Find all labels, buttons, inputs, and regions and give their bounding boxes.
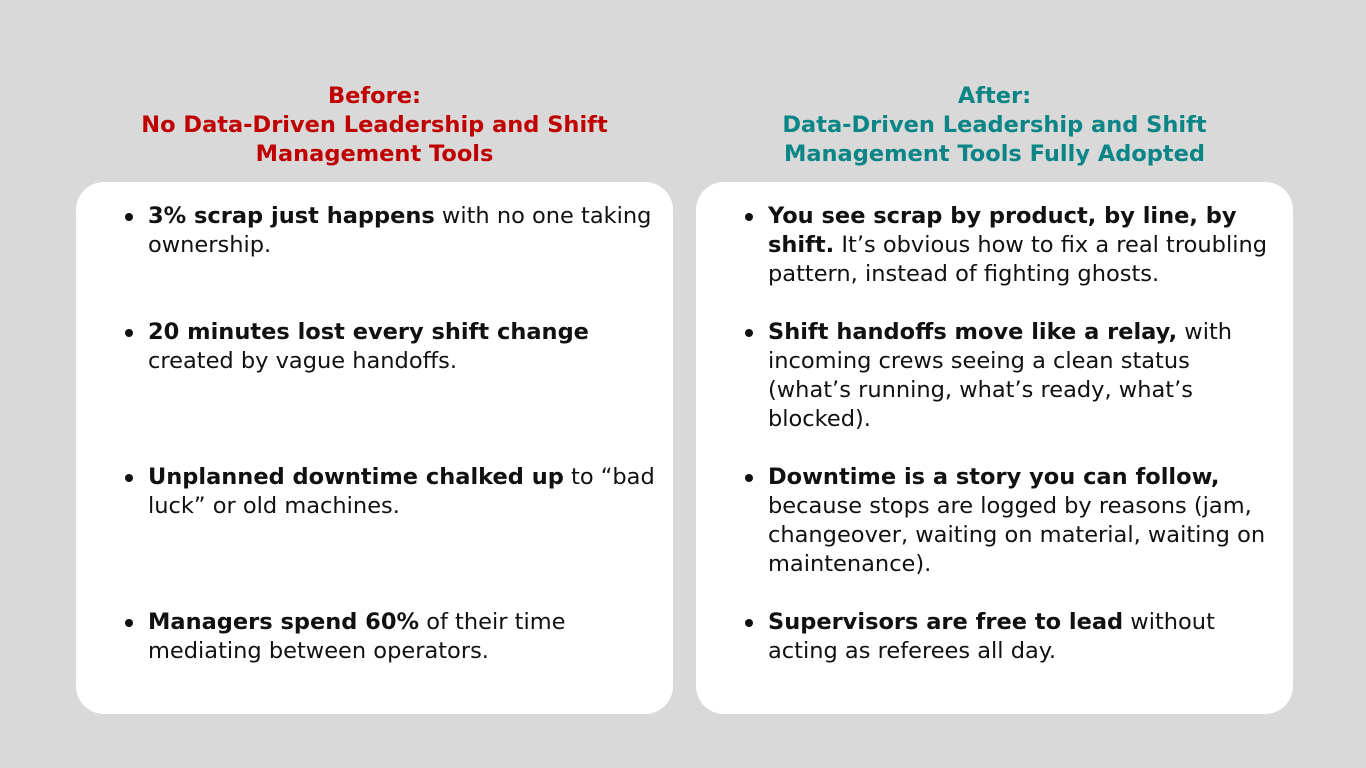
- bullet-dot-icon: [125, 474, 133, 482]
- after-list-item-3: [768, 463, 1278, 579]
- after-card: [696, 182, 1293, 714]
- after-list-item-1: [768, 202, 1278, 289]
- before-heading: [76, 82, 673, 169]
- bullet-dot-icon: [745, 474, 753, 482]
- before-card: [76, 182, 673, 714]
- before-list-item-4: [148, 608, 658, 666]
- before-item-2-text: created by vague handoffs.: [148, 348, 457, 374]
- bullet-dot-icon: [125, 619, 133, 627]
- after-heading: [696, 82, 1293, 169]
- bullet-dot-icon: [745, 329, 753, 337]
- after-item-4-bold: Supervisors are free to lead: [768, 609, 1124, 635]
- after-item-1-bold: You see scrap by product, by line, by shift.: [768, 203, 1237, 258]
- before-list-item-3: [148, 463, 658, 521]
- after-heading-line-1: After:: [957, 83, 1032, 109]
- before-item-4-text: of their time mediating between operators.: [148, 609, 566, 664]
- before-item-1-bold: 3% scrap just happens: [148, 203, 435, 229]
- before-heading-line-3: Management Tools: [255, 141, 494, 167]
- after-heading-line-2: Data-Driven Leadership and Shift: [782, 112, 1207, 138]
- after-item-3-text: because stops are logged by reasons (jam, changeover, waiting on material, waiting on maintenance).: [768, 493, 1266, 577]
- before-item-1-text: with no one taking ownership.: [148, 203, 652, 258]
- bullet-dot-icon: [125, 213, 133, 221]
- before-item-3-bold: Unplanned downtime chalked up: [148, 464, 564, 490]
- after-item-1-text: It’s obvious how to fix a real troubling pattern, instead of fighting ghosts.: [768, 232, 1267, 287]
- bullet-dot-icon: [745, 619, 753, 627]
- before-heading-line-2: No Data-Driven Leadership and Shift: [141, 112, 608, 138]
- after-list-item-4: [768, 608, 1278, 666]
- bullet-dot-icon: [745, 213, 753, 221]
- before-item-3-text: to “bad luck” or old machines.: [148, 464, 655, 519]
- after-item-3-bold: Downtime is a story you can follow,: [768, 464, 1220, 490]
- before-heading-line-1: Before:: [327, 83, 421, 109]
- before-list-item-2: [148, 318, 658, 376]
- after-item-2-text: with incoming crews seeing a clean status (what’s running, what’s ready, what’s blocked).: [768, 319, 1233, 432]
- before-list-item-1: [148, 202, 658, 260]
- before-item-2-bold: 20 minutes lost every shift change: [148, 319, 589, 345]
- after-heading-line-3: Management Tools Fully Adopted: [783, 141, 1206, 167]
- after-item-4-text: without acting as referees all day.: [768, 609, 1215, 664]
- after-item-2-bold: Shift handoffs move like a relay,: [768, 319, 1178, 345]
- before-item-4-bold: Managers spend 60%: [148, 609, 420, 635]
- after-list-item-2: [768, 318, 1278, 434]
- bullet-dot-icon: [125, 329, 133, 337]
